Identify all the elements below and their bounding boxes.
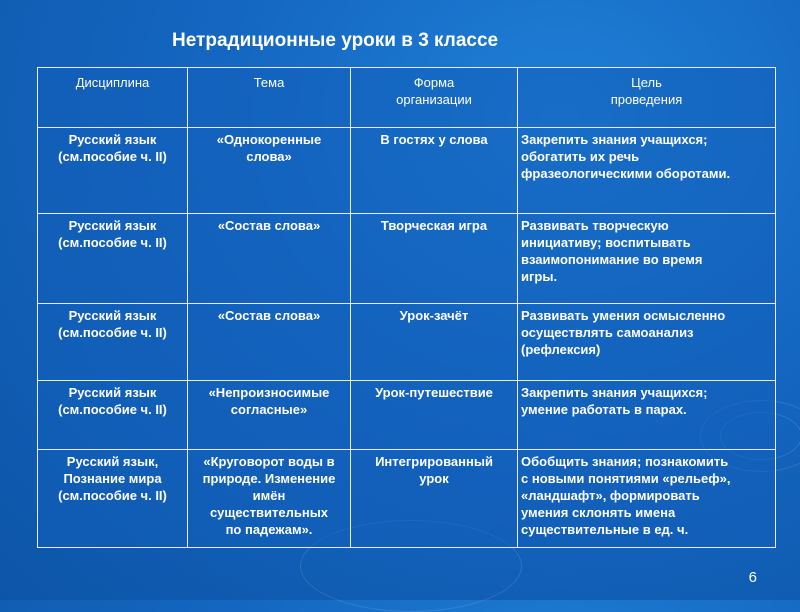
cell-discipline: Русский язык (см.пособие ч. II) [38, 128, 188, 214]
cell-form: Урок-зачёт [351, 304, 518, 381]
cell-goal: Закрепить знания учащихся; обогатить их речь фразеологическими оборотами. [518, 128, 776, 214]
table-row [38, 128, 776, 214]
page-number: 6 [748, 569, 757, 586]
cell-goal: Развивать творческую инициативу; воспитывать взаимопонимание во время игры. [518, 214, 776, 304]
cell-discipline: Русский язык (см.пособие ч. II) [38, 214, 188, 304]
cell-topic: «Состав слова» [188, 304, 351, 381]
cell-form: Урок-путешествие [351, 381, 518, 450]
lessons-table [37, 67, 776, 548]
header-form: Форма организации [351, 68, 518, 128]
cell-form: Интегрированный урок [351, 450, 518, 548]
table-row [38, 381, 776, 450]
cell-goal: Развивать умения осмысленно осуществлять самоанализ (рефлексия) [518, 304, 776, 381]
table-row [38, 214, 776, 304]
header-topic: Тема [188, 68, 351, 128]
table-row [38, 304, 776, 381]
page-title: Нетрадиционные уроки в 3 классе [172, 30, 499, 51]
cell-topic: «Однокоренные слова» [188, 128, 351, 214]
cell-discipline: Русский язык (см.пособие ч. II) [38, 381, 188, 450]
cell-topic: «Состав слова» [188, 214, 351, 304]
header-discipline: Дисциплина [38, 68, 188, 128]
cell-topic: «Непроизносимые согласные» [188, 381, 351, 450]
table-header-row [38, 68, 776, 128]
cell-goal: Закрепить знания учащихся; умение работать в парах. [518, 381, 776, 450]
cell-topic: «Круговорот воды в природе. Изменение имён существительных по падежам». [188, 450, 351, 548]
cell-form: Творческая игра [351, 214, 518, 304]
cell-form: В гостях у слова [351, 128, 518, 214]
table-row [38, 450, 776, 548]
cell-discipline: Русский язык (см.пособие ч. II) [38, 304, 188, 381]
cell-discipline: Русский язык, Познание мира (см.пособие ч. II) [38, 450, 188, 548]
cell-goal: Обобщить знания; познакомить с новыми понятиями «рельеф», «ландшафт», формировать умения склонять имена существительные в ед. ч. [518, 450, 776, 548]
header-goal: Цель проведения [518, 68, 776, 128]
